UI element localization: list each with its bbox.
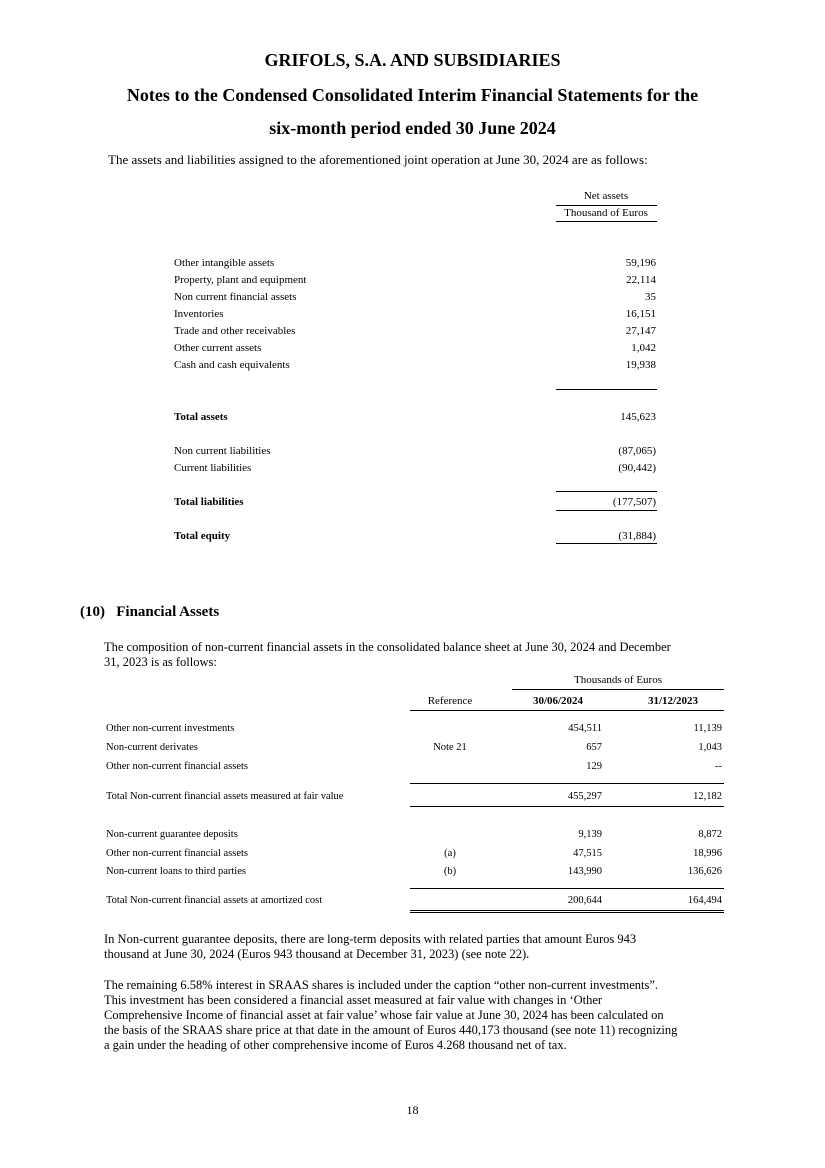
section-intro-line: 31, 2023 is as follows: [104, 655, 217, 669]
fv-total-label: Total Non-current financial assets measured at fair value [106, 791, 344, 802]
subtotal-rule [556, 389, 657, 390]
asset-value: 16,151 [625, 308, 656, 320]
ac-row-ref [410, 828, 490, 842]
header-rule [410, 710, 724, 711]
fv-row-2024: 129 [586, 761, 602, 772]
paragraph-line: thousand at June 30, 2024 (Euros 943 thousand at December 31, 2023) (see note 22). [104, 947, 530, 961]
asset-label: Cash and cash equivalents [174, 359, 290, 371]
subtotal-rule [556, 491, 657, 492]
subtotal-rule [410, 783, 724, 784]
section-number: (10) [80, 604, 105, 620]
subtotal-rule [410, 888, 724, 889]
ac-total-label: Total Non-current financial assets at amortized cost [106, 895, 323, 906]
fv-row-2024: 454,511 [568, 723, 602, 734]
total-assets-value: 145,623 [620, 411, 656, 423]
liability-value: (90,442) [618, 462, 656, 474]
company-title: GRIFOLS, S.A. AND SUBSIDIARIES [264, 50, 561, 70]
total-rule [410, 910, 724, 911]
paragraph-line: The remaining 6.58% interest in SRAAS shares is included under the caption “other non-current investments”. [104, 978, 659, 992]
total-assets-label: Total assets [174, 411, 228, 423]
ac-row-2024: 47,515 [573, 848, 602, 859]
fv-row-ref: Note 21 [433, 742, 467, 753]
reference-header: Reference [427, 695, 473, 707]
liability-value: (87,065) [618, 445, 656, 457]
paragraph-line: the basis of the SRAAS share price at that date in the amount of Euros 440,173 thousand (see note 11) recognizing [104, 1023, 678, 1037]
page-number: 18 [406, 1103, 419, 1117]
sraas-paragraph [104, 978, 726, 1053]
total-rule [410, 806, 724, 807]
ac-row-2023: 136,626 [687, 866, 722, 877]
asset-value: 1,042 [631, 342, 656, 354]
ac-row-2024: 143,990 [567, 866, 602, 877]
intro-text: The assets and liabilities assigned to the aforementioned joint operation at June 30, 2024 are as follows: [108, 152, 648, 167]
net-assets-header: Net assets [583, 190, 629, 202]
fv-row-ref [410, 722, 490, 736]
ac-row-label: Other non-current financial assets [106, 848, 248, 859]
ac-row-label: Non-current guarantee deposits [106, 829, 238, 840]
ac-row-2023: 18,996 [693, 848, 722, 859]
ac-total-2024: 200,644 [567, 895, 602, 906]
asset-value: 22,114 [626, 274, 656, 286]
section-intro-line: The composition of non-current financial assets in the consolidated balance sheet at June 30, 2024 and December [104, 640, 671, 654]
thousands-euros-header: Thousands of Euros [574, 674, 662, 686]
ac-row-label: Non-current loans to third parties [106, 866, 246, 877]
ac-row-ref: (b) [443, 866, 457, 877]
total-rule [556, 510, 657, 511]
section-heading [80, 604, 219, 621]
paragraph-line: Comprehensive Income of financial asset at fair value’ whose fair value at June 30, 2024 has been calculated on [104, 1008, 664, 1022]
fv-row-label: Non-current derivates [106, 742, 198, 753]
paragraph-line: This investment has been considered a financial asset measured at fair value with changes in ‘Other [104, 993, 603, 1007]
fv-row-2023: -- [715, 761, 722, 772]
fv-row-2024: 657 [586, 742, 602, 753]
fv-row-ref [410, 760, 490, 774]
header-rule [556, 205, 657, 206]
paragraph-line: a gain under the heading of other comprehensive income of Euros 4.268 thousand net of tax. [104, 1038, 567, 1052]
total-equity-value: (31,884) [618, 530, 656, 542]
fv-row-label: Other non-current investments [106, 723, 235, 734]
fv-row-2023: 11,139 [693, 723, 722, 734]
asset-label: Trade and other receivables [174, 325, 296, 337]
asset-value: 27,147 [625, 325, 656, 337]
fv-row-label: Other non-current financial assets [106, 761, 248, 772]
asset-label: Other current assets [174, 342, 262, 354]
section-title: Financial Assets [116, 604, 220, 620]
liability-label: Current liabilities [174, 462, 252, 474]
asset-label: Inventories [174, 308, 224, 320]
col-2023-header: 31/12/2023 [647, 695, 699, 707]
total-rule [556, 543, 657, 544]
header-rule [556, 221, 657, 222]
asset-label: Non current financial assets [174, 291, 297, 303]
fv-total-2024: 455,297 [567, 791, 602, 802]
col-2024-header: 30/06/2024 [532, 695, 584, 707]
asset-value: 35 [645, 291, 656, 303]
notes-title: Notes to the Condensed Consolidated Interim Financial Statements for the [126, 85, 699, 105]
total-equity-label: Total equity [174, 530, 231, 542]
liability-label: Non current liabilities [174, 445, 271, 457]
thousand-euros-header: Thousand of Euros [564, 207, 648, 219]
asset-label: Property, plant and equipment [174, 274, 307, 286]
total-liabilities-label: Total liabilities [174, 496, 244, 508]
fv-total-2023: 12,182 [693, 791, 722, 802]
asset-value: 59,196 [625, 257, 656, 269]
header-rule [512, 689, 724, 690]
fv-row-2023: 1,043 [698, 742, 722, 753]
section-intro [104, 640, 726, 670]
ac-row-2024: 9,139 [578, 829, 602, 840]
ac-total-2023: 164,494 [687, 895, 722, 906]
ac-row-ref: (a) [444, 848, 456, 859]
total-rule [410, 912, 724, 913]
total-liabilities-value: (177,507) [612, 496, 656, 508]
ac-row-2023: 8,872 [698, 829, 722, 840]
period-title: six-month period ended 30 June 2024 [269, 118, 556, 138]
guarantee-deposits-paragraph [104, 932, 726, 962]
asset-label: Other intangible assets [174, 257, 275, 269]
asset-value: 19,938 [625, 359, 656, 371]
paragraph-line: In Non-current guarantee deposits, there are long-term deposits with related parties that amount Euros 943 [104, 932, 637, 946]
